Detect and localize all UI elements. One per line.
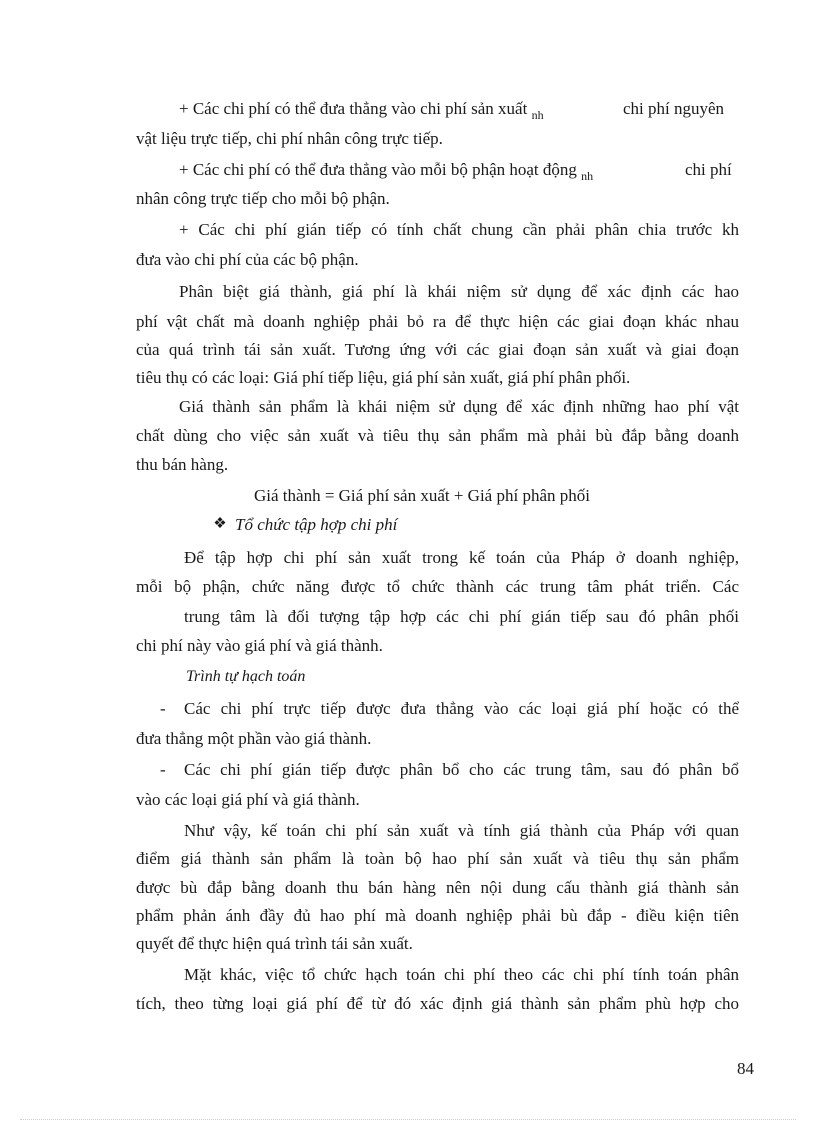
text-line: đưa vào chi phí của các bộ phận. — [136, 250, 359, 269]
text-line: của quá trình tái sản xuất. Tương ứng với các giai đoạn sản xuất và giai đoạn — [136, 340, 739, 359]
text-line: chất dùng cho việc sản xuất và tiêu thụ sản phẩm mà phải bù đắp bằng doanh — [136, 426, 739, 445]
list-dash: - — [160, 760, 166, 779]
text-line: vật liệu trực tiếp, chi phí nhân công trực tiếp. — [136, 129, 443, 148]
text-line: được bù đắp bằng doanh thu bán hàng nên nội dung cấu thành giá thành sản — [136, 878, 739, 897]
page-divider — [20, 1119, 796, 1120]
text-span: chi phí — [685, 160, 732, 179]
formula-line: Giá thành = Giá phí sản xuất + Giá phí phân phối — [254, 486, 590, 505]
text-line: Các chi phí trực tiếp được đưa thẳng vào các loại giá phí hoặc có thể — [184, 699, 739, 718]
text-line: tích, theo từng loại giá phí để từ đó xác định giá thành sản phẩm phù hợp cho — [136, 994, 739, 1013]
text-line: Như vậy, kế toán chi phí sản xuất và tính giá thành của Pháp với quan — [184, 821, 739, 840]
text-line: Các chi phí gián tiếp được phân bổ cho các trung tâm, sau đó phân bổ — [184, 760, 739, 779]
text-line: điểm giá thành sản phẩm là toàn bộ hao phí sản xuất và tiêu thụ sản phẩm — [136, 849, 739, 868]
text-line: đưa thẳng một phần vào giá thành. — [136, 729, 372, 748]
subscript-text: nh — [581, 169, 594, 183]
text-line — [685, 160, 732, 180]
diamond-bullet-icon: ❖ — [213, 516, 227, 532]
text-line: phí vật chất mà doanh nghiệp phải bỏ ra để thực hiện các giai đoạn khác nhau — [136, 312, 739, 331]
text-line — [179, 160, 593, 181]
text-line: tiêu thụ có các loại: Giá phí tiếp liệu, giá phí sản xuất, giá phí phân phối. — [136, 368, 631, 387]
list-dash: - — [160, 699, 166, 718]
text-line: trung tâm là đối tượng tập hợp các chi phí gián tiếp sau đó phân phối — [184, 607, 739, 626]
text-line: vào các loại giá phí và giá thành. — [136, 790, 360, 809]
text-line: nhân công trực tiếp cho mỗi bộ phận. — [136, 189, 390, 208]
text-line: + Các chi phí gián tiếp có tính chất chung cần phải phân chia trước kh — [179, 220, 739, 239]
text-span: chi phí nguyên — [623, 99, 725, 118]
subsection-heading: Trình tự hạch toán — [186, 668, 306, 685]
text-line: Để tập hợp chi phí sản xuất trong kế toán của Pháp ở doanh nghiệp, — [184, 548, 739, 567]
text-line: thu bán hàng. — [136, 455, 229, 474]
text-line: Phân biệt giá thành, giá phí là khái niệm sử dụng để xác định các hao — [179, 282, 739, 301]
text-line: quyết để thực hiện quá trình tái sản xuất. — [136, 934, 413, 953]
text-span: + Các chi phí có thể đưa thẳng vào mỗi bộ phận hoạt động — [179, 160, 577, 179]
text-line: Mặt khác, việc tổ chức hạch toán chi phí theo các chi phí tính toán phân — [184, 965, 739, 984]
text-span: + Các chi phí có thể đưa thẳng vào chi phí sản xuất — [179, 99, 528, 118]
page-number: 84 — [737, 1059, 754, 1078]
section-heading: Tổ chức tập hợp chi phí — [235, 515, 398, 534]
text-line: chi phí này vào giá phí và giá thành. — [136, 636, 383, 655]
text-line: mỗi bộ phận, chức năng được tổ chức thành các trung tâm phát triển. Các — [136, 577, 739, 596]
text-line: phẩm phản ánh đầy đủ hao phí mà doanh nghiệp phải bù đắp - điều kiện tiên — [136, 906, 739, 925]
text-line — [623, 99, 724, 119]
subscript-text: nh — [531, 108, 544, 122]
text-line: Giá thành sản phẩm là khái niệm sử dụng để xác định những hao phí vật — [179, 397, 739, 416]
text-line — [179, 99, 544, 120]
